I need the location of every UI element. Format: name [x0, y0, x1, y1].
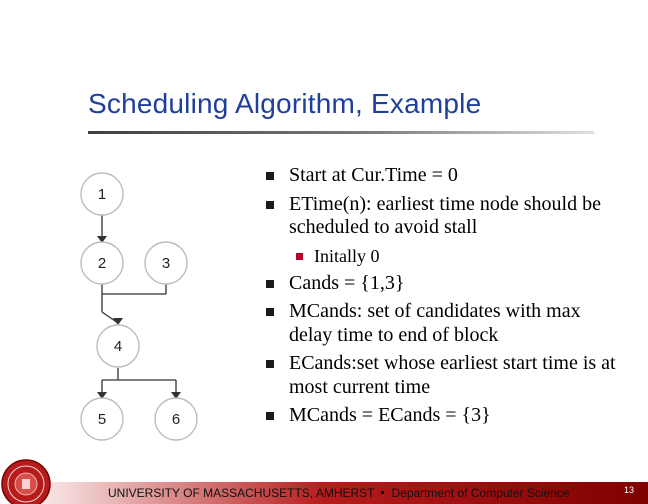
bullet-item: [266, 193, 626, 240]
square-bullet-icon: [266, 360, 274, 368]
bullet-item: [266, 300, 626, 347]
bullet-item: [266, 352, 626, 399]
square-bullet-icon: [266, 201, 274, 209]
footer-text: [108, 486, 570, 500]
node-label-2: 2: [97, 255, 107, 272]
bullet-text: MCands = ECands = {3}: [289, 404, 491, 426]
node-label-1: 1: [97, 186, 107, 203]
node-label-5: 5: [97, 411, 107, 428]
slide-title: Scheduling Algorithm, Example: [88, 88, 482, 119]
bullet-text: ECands:set whose earliest start time is at most current time: [289, 352, 616, 398]
bullet-item: [266, 272, 626, 296]
node-label-4: 4: [113, 338, 123, 355]
square-bullet-icon: [266, 172, 274, 180]
footer-department: Department of Computer Science: [391, 486, 570, 500]
bullet-item: [266, 404, 626, 428]
sub-bullet-item: [296, 245, 626, 267]
bullet-list: [266, 164, 626, 428]
bullet-text: Start at Cur.Time = 0: [289, 164, 458, 186]
bullet-text: Cands = {1,3}: [289, 271, 405, 294]
bullet-text: MCands: set of candidates with max delay time to end of block: [289, 300, 581, 346]
sub-bullet-text: Initally 0: [314, 245, 380, 266]
node-label-3: 3: [161, 255, 171, 272]
arrowhead-4: [113, 318, 123, 325]
square-bullet-icon: [266, 412, 274, 420]
footer-university: UNIVERSITY OF MASSACHUSETTS, AMHERST: [108, 486, 375, 500]
bullet-text: ETime(n): earliest time node should be scheduled to avoid stall: [289, 192, 601, 238]
node-label-6: 6: [171, 411, 181, 428]
university-seal-icon: [0, 454, 52, 504]
footer-separator: [381, 491, 384, 494]
square-bullet-icon: [266, 308, 274, 316]
red-square-bullet-icon: [296, 253, 303, 260]
square-bullet-icon: [266, 280, 274, 288]
bullet-item: [266, 164, 626, 188]
page-number: 13: [624, 485, 635, 495]
